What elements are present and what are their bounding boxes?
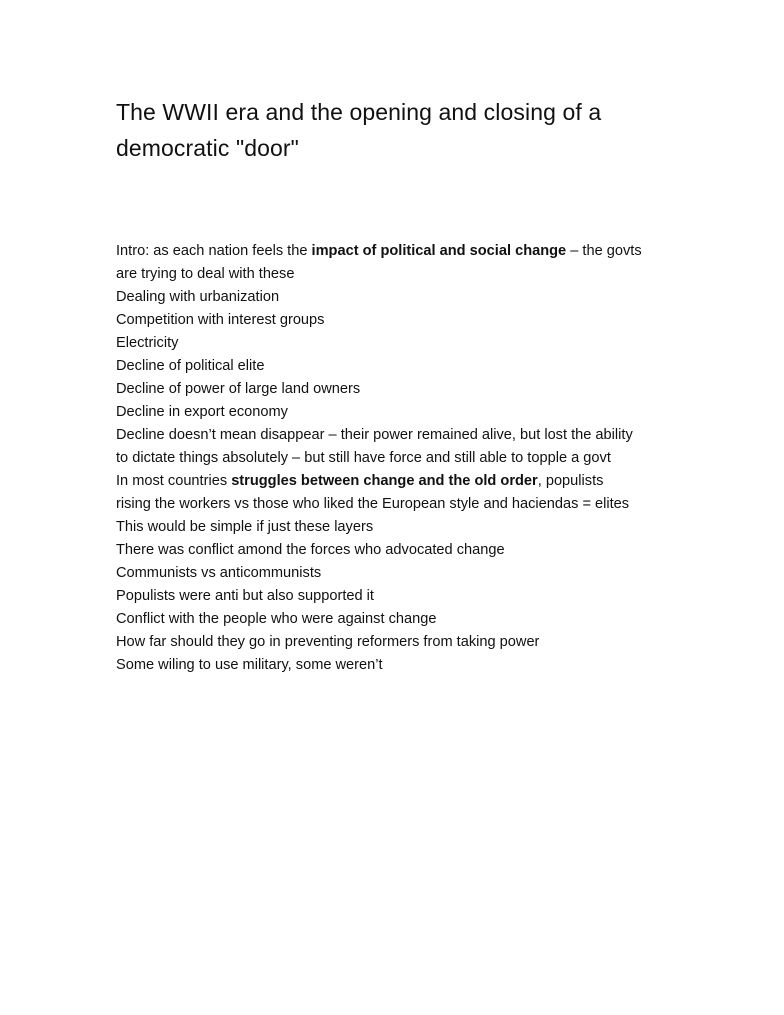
document-page <box>116 94 676 677</box>
document-title: The WWII era and the opening and closing of a democratic "door" <box>116 99 602 161</box>
intro-line-2: are trying to deal with these <box>116 266 295 282</box>
struggles-line-1 <box>116 470 676 493</box>
text-line: Communists vs anticommunists <box>116 565 322 581</box>
text-line: Some wiling to use military, some weren’t <box>116 657 383 673</box>
intro-prefix: Intro: as each nation feels the <box>116 243 312 259</box>
text-line: Conflict with the people who were against change <box>116 611 437 627</box>
text-line: Dealing with urbanization <box>116 289 280 305</box>
text-line: Decline doesn’t mean disappear – their power remained alive, but lost the ability <box>116 427 633 443</box>
text-line: to dictate things absolutely – but still have force and still able to topple a govt <box>116 450 611 466</box>
struggles-bold: struggles between change and the old order <box>231 473 538 489</box>
struggles-line-2: rising the workers vs those who liked the European style and haciendas = elites <box>116 496 630 512</box>
intro-bold: impact of political and social change <box>311 243 567 259</box>
text-line: Decline of power of large land owners <box>116 381 361 397</box>
text-line: Decline of political elite <box>116 358 265 374</box>
text-line: There was conflict amond the forces who advocated change <box>116 542 505 558</box>
text-line: This would be simple if just these layers <box>116 519 374 535</box>
text-line: Electricity <box>116 335 179 351</box>
text-line: Populists were anti but also supported it <box>116 588 374 604</box>
text-line: Decline in export economy <box>116 404 288 420</box>
struggles-prefix: In most countries <box>116 473 232 489</box>
struggles-suffix: , populists <box>537 473 604 489</box>
text-line: Competition with interest groups <box>116 312 325 328</box>
intro-line-1 <box>116 240 676 263</box>
intro-suffix: – the govts <box>566 243 642 259</box>
text-line: How far should they go in preventing reformers from taking power <box>116 634 540 650</box>
document-body <box>116 240 676 677</box>
